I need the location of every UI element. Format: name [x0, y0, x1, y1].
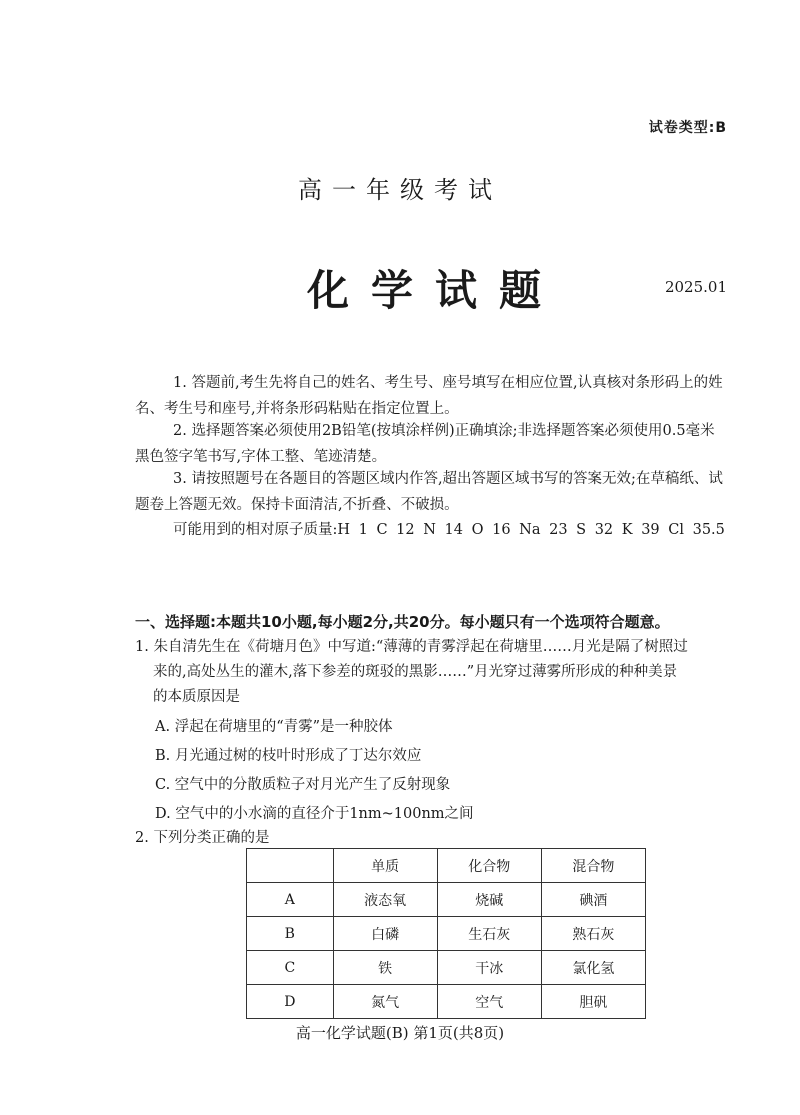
- question-1-option-d: D. 空气中的小水滴的直径介于1nm~100nm之间: [155, 806, 474, 822]
- table-row: [247, 951, 646, 985]
- table-cell: 熟石灰: [541, 917, 645, 951]
- notice-item-3: 3. 请按照题号在各题目的答题区域内作答,超出答题区域书写的答案无效;在草稿纸、试题卷上答题无效。保持卡面清洁,不折叠、不破损。: [135, 471, 723, 513]
- table-header-cell: 混合物: [541, 849, 645, 883]
- table-cell: B: [247, 917, 334, 951]
- table-cell: 碘酒: [541, 883, 645, 917]
- grade-title: 高一年级考试: [298, 176, 502, 204]
- table-cell: 白磷: [333, 917, 437, 951]
- table-header-cell: 单质: [333, 849, 437, 883]
- question-1-line-2: 来的,高处丛生的灌木,落下参差的斑驳的黑影……”月光穿过薄雾所形成的种种美景: [153, 664, 678, 680]
- question-1-option-b: B. 月光通过树的枝叶时形成了丁达尔效应: [155, 748, 422, 764]
- question-1-option-c: C. 空气中的分散质粒子对月光产生了反射现象: [155, 777, 451, 793]
- table-cell: C: [247, 951, 334, 985]
- table-header-cell: [247, 849, 334, 883]
- table-cell: 生石灰: [437, 917, 541, 951]
- atomic-mass-line: 可能用到的相对原子质量:H 1 C 12 N 14 O 16 Na 23 S 32 K 39 Cl 35.5: [173, 522, 725, 538]
- table-row: [247, 985, 646, 1019]
- table-cell: 胆矾: [541, 985, 645, 1019]
- notice-item-1: 1. 答题前,考生先将自己的姓名、考生号、座号填写在相应位置,认真核对条形码上的姓名、考生号和座号,并将条形码粘贴在指定位置上。: [135, 375, 723, 417]
- question-1-line-3: 的本质原因是: [153, 689, 240, 705]
- paper-type-label: 试卷类型:B: [648, 120, 727, 136]
- section-heading: 一、选择题:本题共10小题,每小题2分,共20分。每小题只有一个选项符合题意。: [135, 613, 670, 631]
- table-cell: 氯化氢: [541, 951, 645, 985]
- table-cell: 空气: [437, 985, 541, 1019]
- table-header-row: [247, 849, 646, 883]
- notice-item-2: 2. 选择题答案必须使用2B铅笔(按填涂样例)正确填涂;非选择题答案必须使用0.5毫米黑色签字笔书写,字体工整、笔迹清楚。: [135, 423, 715, 465]
- table-cell: 干冰: [437, 951, 541, 985]
- question-2-stem: 2. 下列分类正确的是: [135, 830, 270, 846]
- table-cell: A: [247, 883, 334, 917]
- classification-table: [246, 848, 646, 1019]
- table-cell: 液态氧: [333, 883, 437, 917]
- question-1-stem: [135, 635, 730, 710]
- table-cell: 铁: [333, 951, 437, 985]
- table-row: [247, 883, 646, 917]
- exam-date: 2025.01: [664, 278, 727, 296]
- question-1-line-1: 1. 朱自清先生在《荷塘月色》中写道:“薄薄的青雾浮起在荷塘里……月光是隔了树照过: [135, 639, 688, 655]
- table-row: [247, 917, 646, 951]
- table-cell: D: [247, 985, 334, 1019]
- subject-title: 化学试题: [306, 266, 563, 315]
- table-header-cell: 化合物: [437, 849, 541, 883]
- table-cell: 烧碱: [437, 883, 541, 917]
- question-1-option-a: A. 浮起在荷塘里的“青雾”是一种胶体: [155, 719, 393, 735]
- page-footer: 高一化学试题(B) 第1页(共8页): [295, 1024, 505, 1042]
- table-cell: 氮气: [333, 985, 437, 1019]
